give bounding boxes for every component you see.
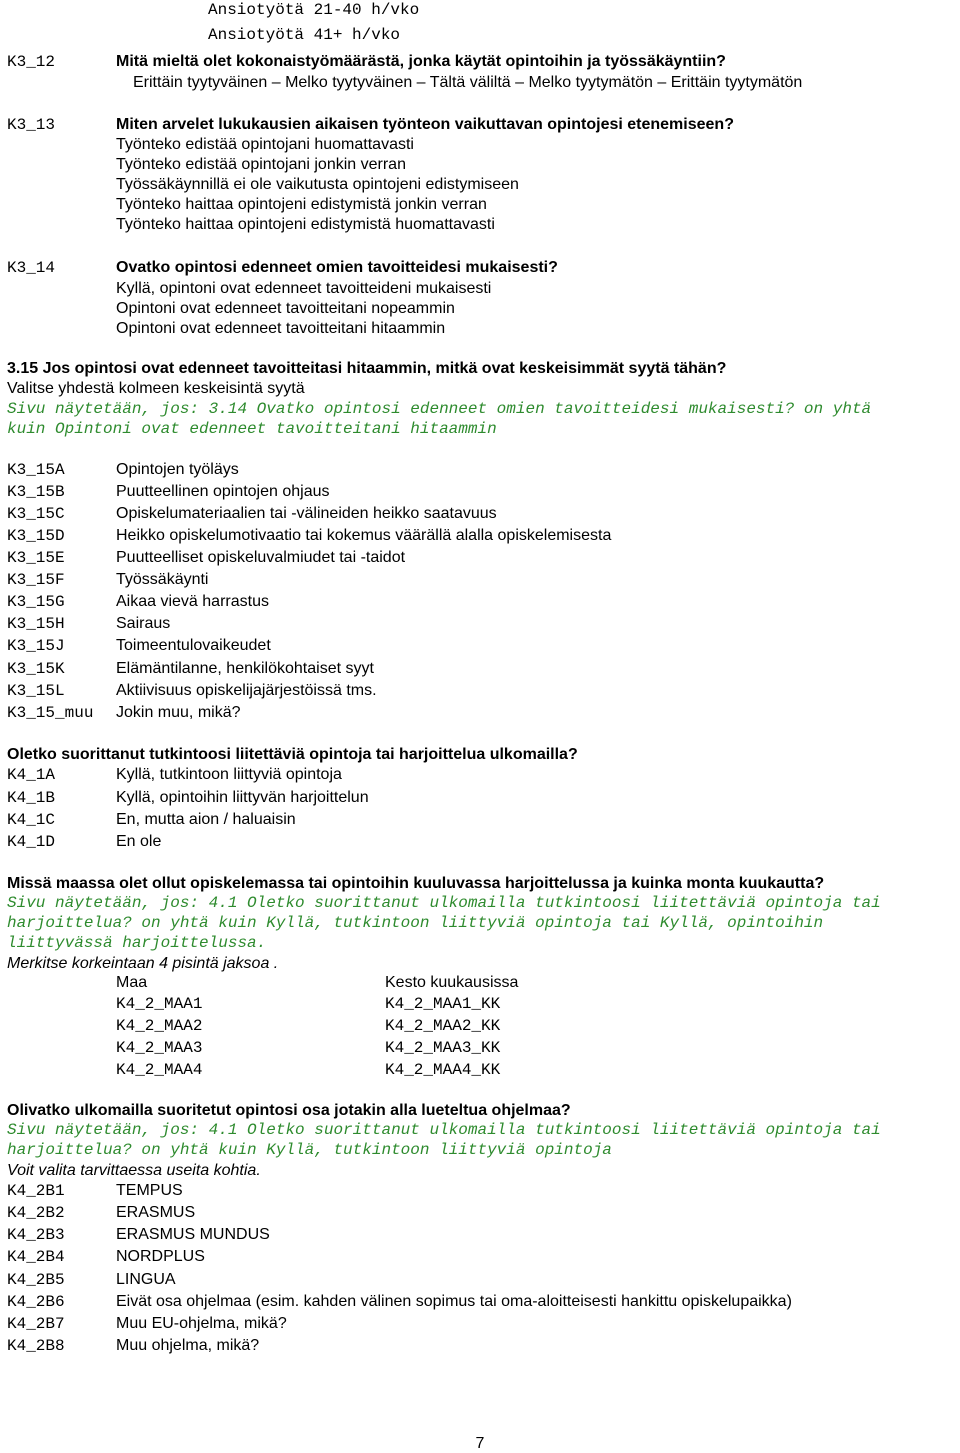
- item-label: Opintojen työläys: [116, 461, 239, 478]
- question-code: K3_12: [7, 53, 56, 71]
- column-header-country: Maa: [116, 974, 148, 991]
- item-code: K4_2B3: [7, 1226, 65, 1244]
- question-text: Oletko suorittanut tutkintoosi liitettäviä opintoja tai harjoittelua ulkomailla?: [7, 746, 578, 763]
- instruction-text: Voit valita tarvittaessa useita kohtia.: [7, 1162, 261, 1179]
- item-label: Eivät osa ohjelmaa (esim. kahden välinen sopimus tai oma-aloitteisesti hankittu opiskelupaikka): [116, 1293, 792, 1310]
- country-field: K4_2_MAA3: [116, 1039, 203, 1057]
- question-text: Missä maassa olet ollut opiskelemassa tai opintoihin kuuluvassa harjoittelussa ja kuinka monta kuukautta?: [7, 875, 825, 892]
- duration-field: K4_2_MAA4_KK: [385, 1061, 501, 1079]
- country-field: K4_2_MAA4: [116, 1061, 203, 1079]
- item-code: K3_15H: [7, 615, 65, 633]
- item-code: K4_1B: [7, 789, 56, 807]
- duration-field: K4_2_MAA1_KK: [385, 995, 501, 1013]
- item-code: K3_15A: [7, 461, 65, 479]
- item-code: K4_2B8: [7, 1337, 65, 1355]
- option-text: Työnteko edistää opintojani huomattavasti: [116, 136, 414, 153]
- item-code: K4_2B5: [7, 1271, 65, 1289]
- condition-text: Sivu näytetään, jos: 4.1 Oletko suorittanut ulkomailla tutkintoosi liitettäviä opintoja tai: [7, 1121, 881, 1139]
- column-header-duration: Kesto kuukausissa: [385, 974, 519, 991]
- item-label: Toimeentulovaikeudet: [116, 637, 271, 654]
- item-code: K3_15K: [7, 660, 65, 678]
- question-text: Ovatko opintosi edenneet omien tavoitteidesi mukaisesti?: [116, 259, 558, 276]
- item-code: K4_2B1: [7, 1182, 65, 1200]
- question-code: K3_13: [7, 116, 56, 134]
- item-label: En, mutta aion / haluaisin: [116, 811, 296, 828]
- item-code: K3_15G: [7, 593, 65, 611]
- condition-text: harjoittelua? on yhtä kuin Kyllä, tutkintoon liittyviä opintoja tai Kyllä, opintoihin: [7, 914, 824, 932]
- option-text: Opintoni ovat edenneet tavoitteitani nopeammin: [116, 300, 455, 317]
- item-code: K4_2B4: [7, 1248, 65, 1266]
- item-label: En ole: [116, 833, 162, 850]
- duration-field: K4_2_MAA2_KK: [385, 1017, 501, 1035]
- question-text: Olivatko ulkomailla suoritetut opintosi osa jotakin alla lueteltua ohjelmaa?: [7, 1102, 571, 1119]
- condition-text: liittyvässä harjoittelussa.: [7, 934, 267, 952]
- item-code: K3_15L: [7, 682, 65, 700]
- question-text: 3.15 Jos opintosi ovat edenneet tavoitteitasi hitaammin, mitkä ovat keskeisimmät syytä tähän?: [7, 360, 727, 377]
- item-code: K3_15D: [7, 527, 65, 545]
- item-label: Kyllä, tutkintoon liittyviä opintoja: [116, 766, 342, 783]
- item-label: Aktiivisuus opiskelijajärjestöissä tms.: [116, 682, 377, 699]
- item-code: K4_2B7: [7, 1315, 65, 1333]
- duration-field: K4_2_MAA3_KK: [385, 1039, 501, 1057]
- item-label: Puutteelliset opiskeluvalmiudet tai -taidot: [116, 549, 406, 566]
- condition-text: Sivu näytetään, jos: 3.14 Ovatko opintosi edenneet omien tavoitteidesi mukaisesti? on yhtä: [7, 400, 872, 418]
- item-code: K3_15J: [7, 637, 65, 655]
- item-code: K4_2B6: [7, 1293, 65, 1311]
- option-text: Opintoni ovat edenneet tavoitteitani hitaammin: [116, 320, 446, 337]
- item-code: K3_15E: [7, 549, 65, 567]
- item-label: Jokin muu, mikä?: [116, 704, 241, 721]
- option-text: Työnteko haittaa opintojeni edistymistä huomattavasti: [116, 216, 495, 233]
- item-code: K4_1A: [7, 766, 56, 784]
- item-label: Heikko opiskelumotivaatio tai kokemus väärällä alalla opiskelemisesta: [116, 527, 612, 544]
- question-text: Mitä mieltä olet kokonaistyömäärästä, jonka käytät opintoihin ja työssäkäyntiin?: [116, 53, 726, 70]
- condition-text: harjoittelua? on yhtä kuin Kyllä, tutkintoon liittyviä opintoja: [7, 1141, 612, 1159]
- item-label: Elämäntilanne, henkilökohtaiset syyt: [116, 660, 374, 677]
- item-label: ERASMUS: [116, 1204, 196, 1221]
- item-code: K4_1D: [7, 833, 56, 851]
- option-text: Työnteko haittaa opintojeni edistymistä jonkin verran: [116, 196, 487, 213]
- page-number: 7: [475, 1435, 485, 1452]
- item-code: K3_15_muu: [7, 704, 94, 722]
- option-text: Ansiotyötä 41+ h/vko: [208, 26, 401, 44]
- item-code: K3_15F: [7, 571, 65, 589]
- item-code: K4_2B2: [7, 1204, 65, 1222]
- item-label: TEMPUS: [116, 1182, 183, 1199]
- item-label: NORDPLUS: [116, 1248, 205, 1265]
- item-label: Kyllä, opintoihin liittyvän harjoittelun: [116, 789, 369, 806]
- option-text: Kyllä, opintoni ovat edenneet tavoitteideni mukaisesti: [116, 280, 492, 297]
- item-code: K3_15B: [7, 483, 65, 501]
- condition-text: Sivu näytetään, jos: 4.1 Oletko suorittanut ulkomailla tutkintoosi liitettäviä opintoja tai: [7, 894, 881, 912]
- option-text: Työssäkäynnillä ei ole vaikutusta opintojeni edistymiseen: [116, 176, 519, 193]
- item-code: K3_15C: [7, 505, 65, 523]
- item-label: Sairaus: [116, 615, 171, 632]
- country-field: K4_2_MAA2: [116, 1017, 203, 1035]
- item-label: Aikaa vievä harrastus: [116, 593, 269, 610]
- answer-scale: Erittäin tyytyväinen – Melko tyytyväinen – Tältä väliltä – Melko tyytymätön – Erittäin tyytymätön: [133, 74, 803, 91]
- item-label: Muu EU-ohjelma, mikä?: [116, 1315, 287, 1332]
- option-text: Ansiotyötä 21-40 h/vko: [208, 1, 420, 19]
- option-text: Työnteko edistää opintojani jonkin verran: [116, 156, 406, 173]
- question-code: K3_14: [7, 259, 56, 277]
- item-label: Puutteellinen opintojen ohjaus: [116, 483, 330, 500]
- instruction-text: Merkitse korkeintaan 4 pisintä jaksoa .: [7, 955, 279, 972]
- country-field: K4_2_MAA1: [116, 995, 203, 1013]
- item-code: K4_1C: [7, 811, 56, 829]
- item-label: ERASMUS MUNDUS: [116, 1226, 270, 1243]
- item-label: Muu ohjelma, mikä?: [116, 1337, 260, 1354]
- item-label: Työssäkäynti: [116, 571, 209, 588]
- item-label: LINGUA: [116, 1271, 176, 1288]
- item-label: Opiskelumateriaalien tai -välineiden heikko saatavuus: [116, 505, 497, 522]
- condition-text: kuin Opintoni ovat edenneet tavoitteitani hitaammin: [7, 420, 497, 438]
- instruction-text: Valitse yhdestä kolmeen keskeisintä syytä: [7, 380, 305, 397]
- question-text: Miten arvelet lukukausien aikaisen työnteon vaikuttavan opintojesi etenemiseen?: [116, 116, 734, 133]
